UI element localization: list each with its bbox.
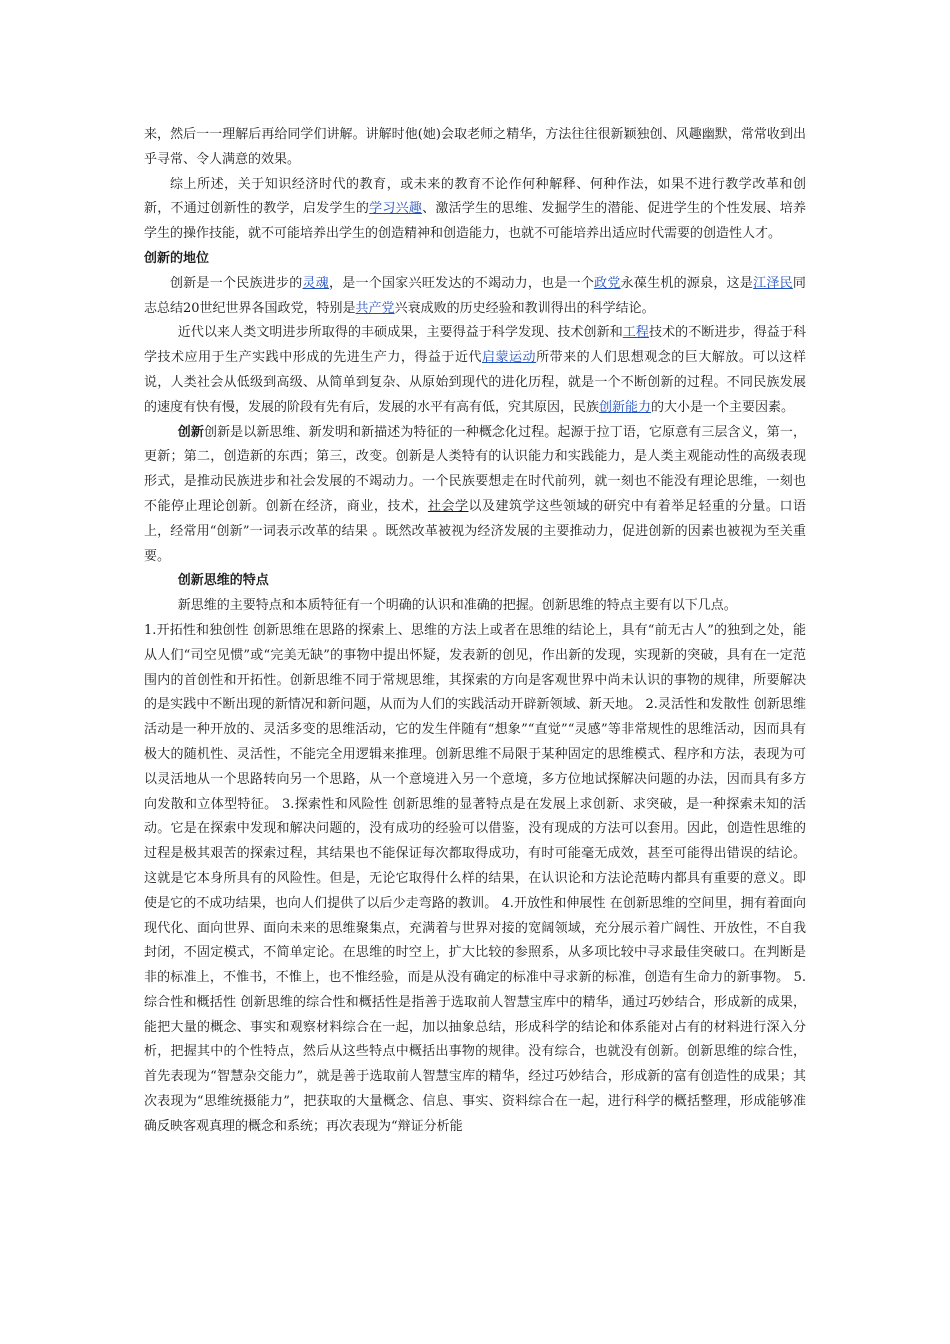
link-communist-party[interactable]: 共产党 bbox=[355, 300, 395, 316]
paragraph-soul bbox=[144, 272, 806, 322]
link-jiang-zemin[interactable]: 江泽民 bbox=[753, 275, 793, 291]
section-heading-innovation-status: 创新的地位 bbox=[144, 250, 210, 266]
paragraph-innovation-definition bbox=[144, 421, 806, 570]
paragraph-text: 综上所述，关于知识经济时代的教育，或未来的教育不论作何种解释、何种作法，如果不进行教学改革和创新，不通过创新性的教学，启发学生的 bbox=[144, 176, 806, 217]
document-page bbox=[144, 123, 806, 1140]
paragraph-text: 近代以来人类文明进步所取得的丰硕成果，主要得益于科学发现、技术创新和 bbox=[177, 325, 623, 341]
paragraph-text: 创新是以新思维、新发明和新描述为特征的一种概念化过程。起源于拉丁语，它原意有三层含义，第一，更新；第二，创造新的东西；第三，改变。创新是人类特有的认识能力和实践能力，是人类主观能动性的高级表现形式，是推动民族进步和社会发展的不竭动力。一个民族要想走在时代前列，就一刻也不能没有理论思维，一刻也不能停止理论创新。创新在经济，商业，技术， bbox=[144, 424, 806, 514]
paragraph-text: 兴衰成败的历史经验和教训得出的科学结论。 bbox=[394, 300, 655, 316]
link-engineering[interactable]: 工程 bbox=[622, 325, 649, 341]
paragraph-text: 来，然后一一理解后再给同学们讲解。讲解时他(她)会取老师之精华，方法往往很新颖独创、风趣幽默，常常收到出乎寻常、令人满意的效果。 bbox=[144, 127, 806, 167]
paragraph-intro-features bbox=[144, 594, 806, 619]
paragraph-text: 同志总结20世纪世界各国政党，特别是 bbox=[144, 275, 806, 316]
paragraph-text: 、激活学生的思维、发掘学生的潜能、促进学生的个性发展、培养学生的操作技能，就不可能培养出学生的创造精神和创造能力，也就不可能培养出适应时代需要的创造性人才。 bbox=[144, 201, 806, 242]
bold-term: 创新 bbox=[177, 424, 204, 440]
paragraph-text: ，是一个国家兴旺发达的不竭动力，也是一个 bbox=[329, 275, 595, 291]
paragraph-features-list bbox=[144, 619, 806, 1140]
paragraph-text: 技术的不断进步，得益于科学技术应用于生产实践中形成的先进生产力，得益于近代 bbox=[144, 325, 806, 366]
section-heading-innovative-thinking: 创新思维的特点 bbox=[177, 573, 269, 589]
link-enlightenment[interactable]: 启蒙运动 bbox=[482, 350, 537, 366]
link-party[interactable]: 政党 bbox=[594, 275, 621, 291]
paragraph-text: 1.开拓性和独创性 创新思维在思路的探索上、思维的方法上或者在思维的结论上，具有“前无古人”的独到之处，能从人们“司空见惯”或“完美无缺”的事物中提出怀疑，发表新的创见，作出新的发现，实现新的突破，具有在一定范围内的首创性和开拓性。创新思维不同于常规思维，其探索的方向是客观世界中尚未认识的事物的规律，所要解决的是实践中不断出现的新情况和新问题，从而为人们的实践活动开辟新领域、新天地。 2.灵活性和发散性 创新思维活动是一种开放的、灵活多变的思维活动，它的发生伴随有“想象”“直觉”“灵感”等非常规性的思维活动，因而具有极大的随机性、灵活性，不能完全用逻辑来推理。创新思维不局限于某种固定的思维模式、程序和方法，表现为可以灵活地从一个思路转向另一个思路，从一个意境进入另一个意境，多方位地试探解决问题的办法，因而具有多方向发散和立体型特征。 3.探索性和风险性 创新思维的显著特点是在发展上求创新、求突破，是一种探索未知的活动。它是在探索中发现和解决问题的，没有成功的经验可以借鉴，没有现成的方法可以套用。因此，创造性思维的过程是极其艰苦的探索过程，其结果也不能保证每次都取得成功，有时可能毫无成效，甚至可能得出错误的结论。这就是它本身所具有的风险性。但是，无论它取得什么样的结果，在认识论和方法论范畴内都具有重要的意义。即使是它的不成功结果，也向人们提供了以后少走弯路的教训。 4.开放性和伸展性 在创新思维的空间里，拥有着面向现代化、面向世界、面向未来的思维聚集点，充满着与世界对接的宽阔领域，充分展示着广阔性、开放性，不自我封闭，不固定模式，不简单定论。在思维的时空上，扩大比较的参照系，从多项比较中寻求最佳突破口。在判断是非的标准上，不惟书，不惟上，也不惟经验，而是从没有确定的标准中寻求新的标准，创造有生命力的新事物。 5.综合性和概括性 创新思维的综合性和概括性是指善于选取前人智慧宝库中的精华，通过巧妙结合，形成新的成果，能把大量的概念、事实和观察材料综合在一起，加以抽象总结，形成科学的结论和体系能对占有的材料进行深入分析，把握其中的个性特点，然后从这些特点中概括出事物的规律。没有综合，也就没有创新。创新思维的综合性，首先表现为“智慧杂交能力”，就是善于选取前人智慧宝库的精华，经过巧妙结合，形成新的富有创造性的成果；其次表现为“思维统摄能力”，把获取的大量概念、信息、事实、资料综合在一起，进行科学的概括整理，形成能够准确反映客观真理的概念和系统；再次表现为“辩证分析能 bbox=[144, 622, 806, 1134]
link-sociology[interactable]: 社会学 bbox=[427, 498, 469, 514]
paragraph-continuation bbox=[144, 123, 806, 173]
paragraph-summary bbox=[144, 173, 806, 247]
paragraph-text: 所带来的人们思想观念的巨大解放。可以这样说，人类社会从低级到高级、从简单到复杂、从原始到现代的进化历程，就是一个不断创新的过程。不同民族发展的速度有快有慢，发展的阶段有先有后，发展的水平有高有低，究其原因，民族 bbox=[144, 350, 806, 415]
paragraph-text: 以及建筑学这些领域的研究中有着举足轻重的分量。口语上，经常用“创新”一词表示改革的结果 。既然改革被视为经济发展的主要推动力，促进创新的因素也被视为至关重要。 bbox=[144, 498, 806, 564]
link-soul[interactable]: 灵魂 bbox=[302, 275, 330, 291]
paragraph-text: 创新是一个民族进步的 bbox=[170, 275, 303, 291]
paragraph-text: 新思维的主要特点和本质特征有一个明确的认识和准确的把握。创新思维的特点主要有以下几点。 bbox=[177, 598, 737, 614]
paragraph-modern-civilization bbox=[144, 321, 806, 420]
link-innovation-ability[interactable]: 创新能力 bbox=[599, 399, 652, 415]
paragraph-text: 的大小是一个主要因素。 bbox=[651, 399, 795, 415]
paragraph-text: 永葆生机的源泉，这是 bbox=[620, 275, 754, 291]
link-learning-interest[interactable]: 学习兴趣 bbox=[369, 201, 423, 217]
